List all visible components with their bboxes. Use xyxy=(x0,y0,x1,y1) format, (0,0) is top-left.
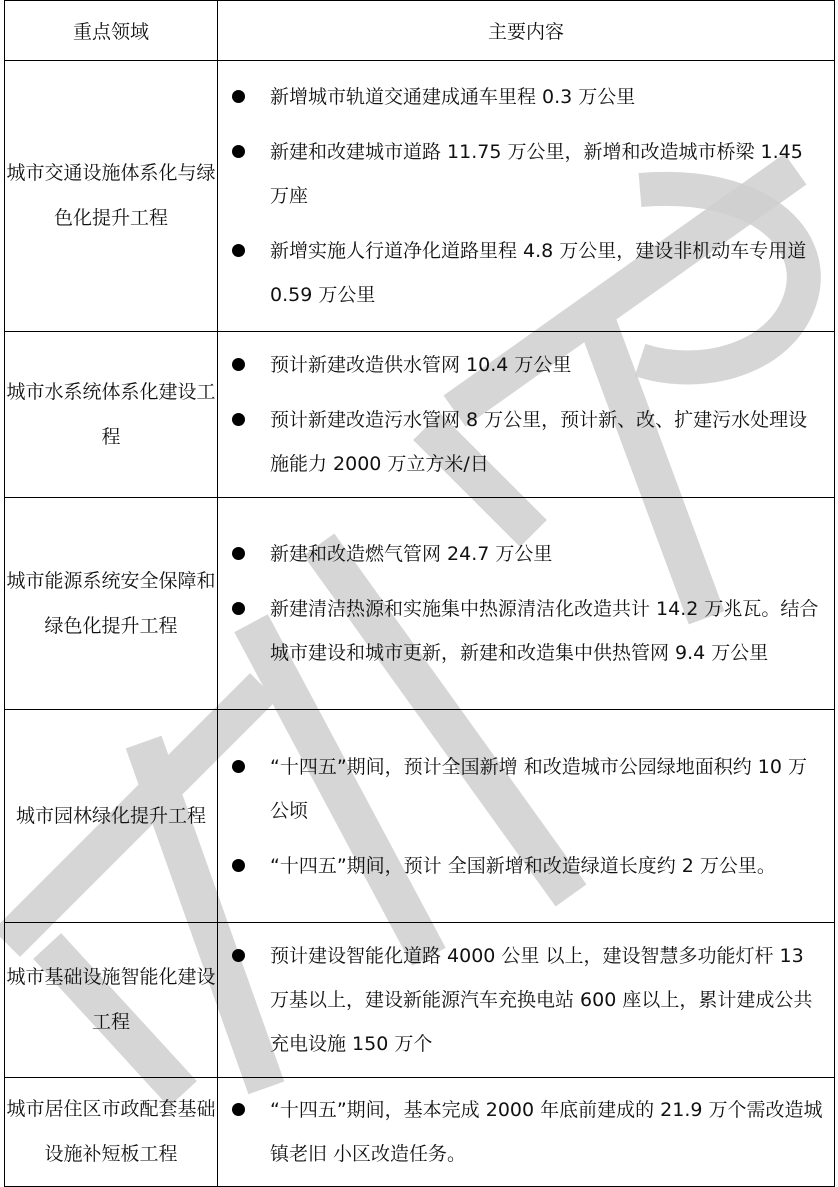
area-cell: 城市基础设施智能化建设工程 xyxy=(5,923,218,1078)
list-item: 新增城市轨道交通建成通车里程 0.3 万公里 xyxy=(218,75,834,119)
table-row xyxy=(5,710,835,923)
bullet-icon xyxy=(232,859,245,872)
list-item: 新建和改建城市道路 11.75 万公里，新增和改造城市桥梁 1.45 万座 xyxy=(218,130,834,218)
header-content: 主要内容 xyxy=(218,1,835,61)
content-cell xyxy=(218,1078,835,1187)
list-item: 新建清洁热源和实施集中热源清洁化改造共计 14.2 万兆瓦。结合城市建设和城市更新，新建和改造集中供热管网 9.4 万公里 xyxy=(218,587,834,675)
table-row xyxy=(5,332,835,498)
list-item: 预计新建改造污水管网 8 万公里，预计新、改、扩建污水处理设施能力 2000 万立方米/日 xyxy=(218,398,834,486)
content-cell xyxy=(218,61,835,332)
area-cell: 城市居住区市政配套基础设施补短板工程 xyxy=(5,1078,218,1187)
table-header-row xyxy=(5,1,835,61)
area-cell: 城市能源系统安全保障和绿色化提升工程 xyxy=(5,498,218,710)
content-cell xyxy=(218,332,835,498)
content-cell xyxy=(218,710,835,923)
list-item: 新增实施人行道净化道路里程 4.8 万公里，建设非机动车专用道 0.59 万公里 xyxy=(218,229,834,317)
list-item: 新建和改造燃气管网 24.7 万公里 xyxy=(218,532,834,576)
bullet-icon xyxy=(232,145,245,158)
area-cell: 城市水系统体系化建设工程 xyxy=(5,332,218,498)
bullet-icon xyxy=(232,413,245,426)
list-item: “十四五”期间，预计 全国新增和改造绿道长度约 2 万公里。 xyxy=(218,844,834,888)
bullet-icon xyxy=(232,1103,245,1116)
infrastructure-table xyxy=(4,0,835,1187)
content-cell xyxy=(218,498,835,710)
list-item: “十四五”期间，基本完成 2000 年底前建成的 21.9 万个需改造城镇老旧 小区改造任务。 xyxy=(218,1088,834,1176)
bullet-icon xyxy=(232,760,245,773)
bullet-icon xyxy=(232,602,245,615)
table-row xyxy=(5,61,835,332)
bullet-icon xyxy=(232,90,245,103)
bullet-icon xyxy=(232,547,245,560)
table-row xyxy=(5,498,835,710)
list-item: “十四五”期间，预计全国新增 和改造城市公园绿地面积约 10 万公顷 xyxy=(218,745,834,833)
table-row xyxy=(5,923,835,1078)
header-area: 重点领域 xyxy=(5,1,218,61)
bullet-icon xyxy=(232,949,245,962)
area-cell: 城市交通设施体系化与绿色化提升工程 xyxy=(5,61,218,332)
bullet-icon xyxy=(232,244,245,257)
list-item: 预计新建改造供水管网 10.4 万公里 xyxy=(218,343,834,387)
bullet-icon xyxy=(232,358,245,371)
list-item: 预计建设智能化道路 4000 公里 以上，建设智慧多功能灯杆 13 万基以上，建设新能源汽车充换电站 600 座以上，累计建成公共充电设施 150 万个 xyxy=(218,934,834,1066)
content-cell xyxy=(218,923,835,1078)
area-cell: 城市园林绿化提升工程 xyxy=(5,710,218,923)
table-row xyxy=(5,1078,835,1187)
